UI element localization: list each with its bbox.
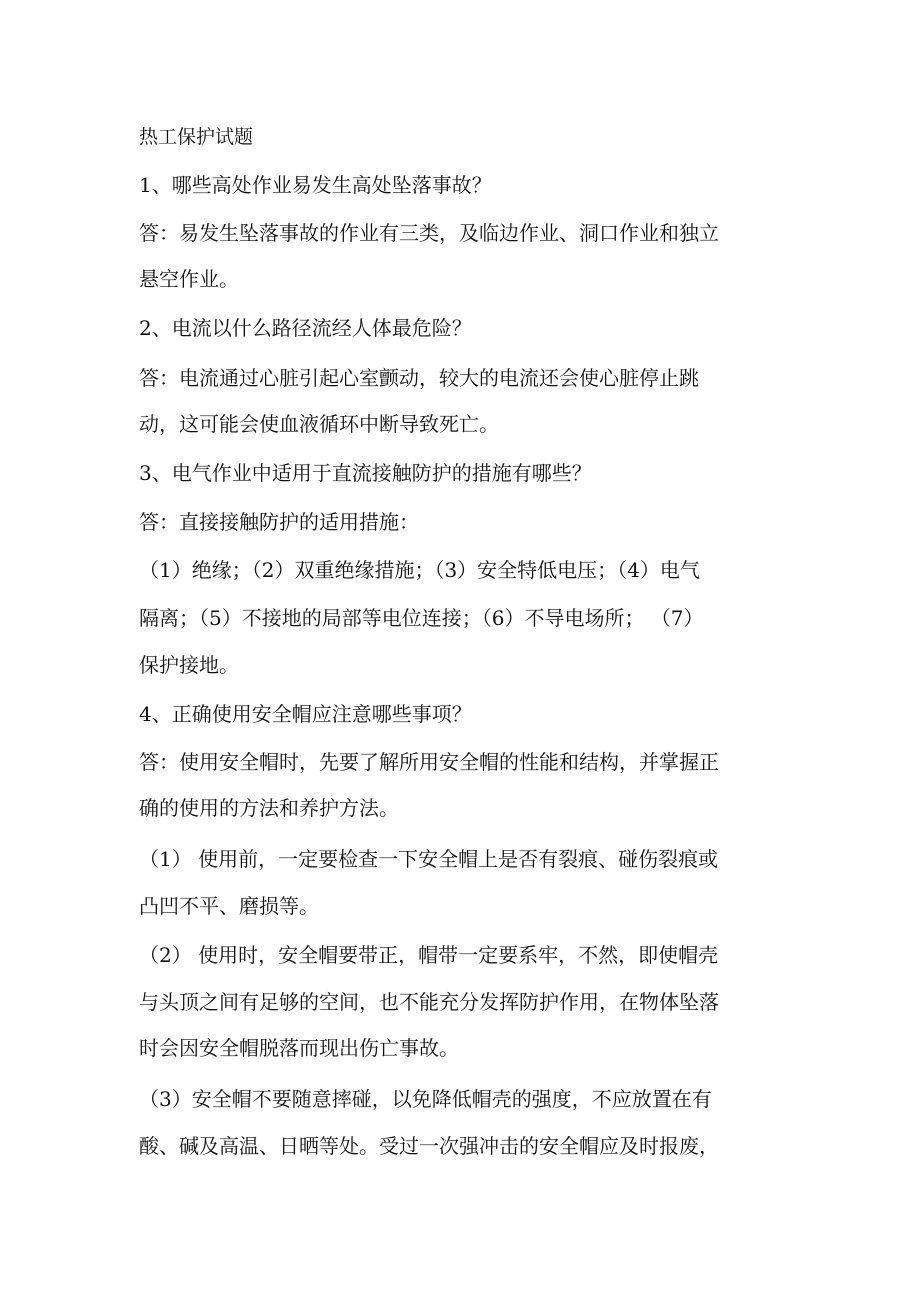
answer-3-line-3: 隔离；（5）不接地的局部等电位连接；（6）不导电场所； （7） <box>139 606 704 630</box>
answer-4-line-1: 答：使用安全帽时，先要了解所用安全帽的性能和结构，并掌握正 <box>139 750 719 774</box>
answer-4-item-3-line-1: （3）安全帽不要随意摔碰，以免降低帽壳的强度，不应放置在有 <box>139 1087 712 1111</box>
document-title: 热工保护试题 <box>139 126 254 148</box>
answer-3-line-4: 保护接地。 <box>139 653 239 677</box>
answer-3-line-2: （1）绝缘；（2）双重绝缘措施；（3）安全特低电压；（4）电气 <box>139 558 700 582</box>
question-2: 2、电流以什么路径流经人体最危险？ <box>139 316 472 340</box>
answer-4-item-1-line-2: 凸凹不平、磨损等。 <box>139 894 319 918</box>
answer-4-item-3-line-2: 酸、碱及高温、日晒等处。受过一次强冲击的安全帽应及时报废， <box>139 1134 719 1158</box>
answer-1-line-1: 答：易发生坠落事故的作业有三类，及临边作业、洞口作业和独立 <box>139 221 719 245</box>
question-1: 1、哪些高处作业易发生高处坠落事故？ <box>139 173 492 197</box>
answer-4-item-2-line-3: 时会因安全帽脱落而现出伤亡事故。 <box>139 1036 459 1060</box>
answer-2-line-2: 动，这可能会使血液循环中断导致死亡。 <box>139 412 499 436</box>
question-3: 3、电气作业中适用于直流接触防护的措施有哪些？ <box>139 461 592 485</box>
question-4: 4、正确使用安全帽应注意哪些事项？ <box>139 702 472 726</box>
answer-2-line-1: 答：电流通过心脏引起心室颤动，较大的电流还会使心脏停止跳 <box>139 366 699 390</box>
answer-3-line-1: 答：直接接触防护的适用措施： <box>139 510 419 534</box>
answer-4-line-2: 确的使用的方法和养护方法。 <box>139 796 399 820</box>
answer-4-item-2-line-1: （2） 使用时，安全帽要带正，帽带一定要系牢，不然，即使帽壳 <box>139 943 719 967</box>
answer-4-item-2-line-2: 与头顶之间有足够的空间，也不能充分发挥防护作用，在物体坠落 <box>139 990 719 1014</box>
answer-1-line-2: 悬空作业。 <box>139 267 239 291</box>
answer-4-item-1-line-1: （1） 使用前，一定要检查一下安全帽上是否有裂痕、碰伤裂痕或 <box>139 847 719 871</box>
